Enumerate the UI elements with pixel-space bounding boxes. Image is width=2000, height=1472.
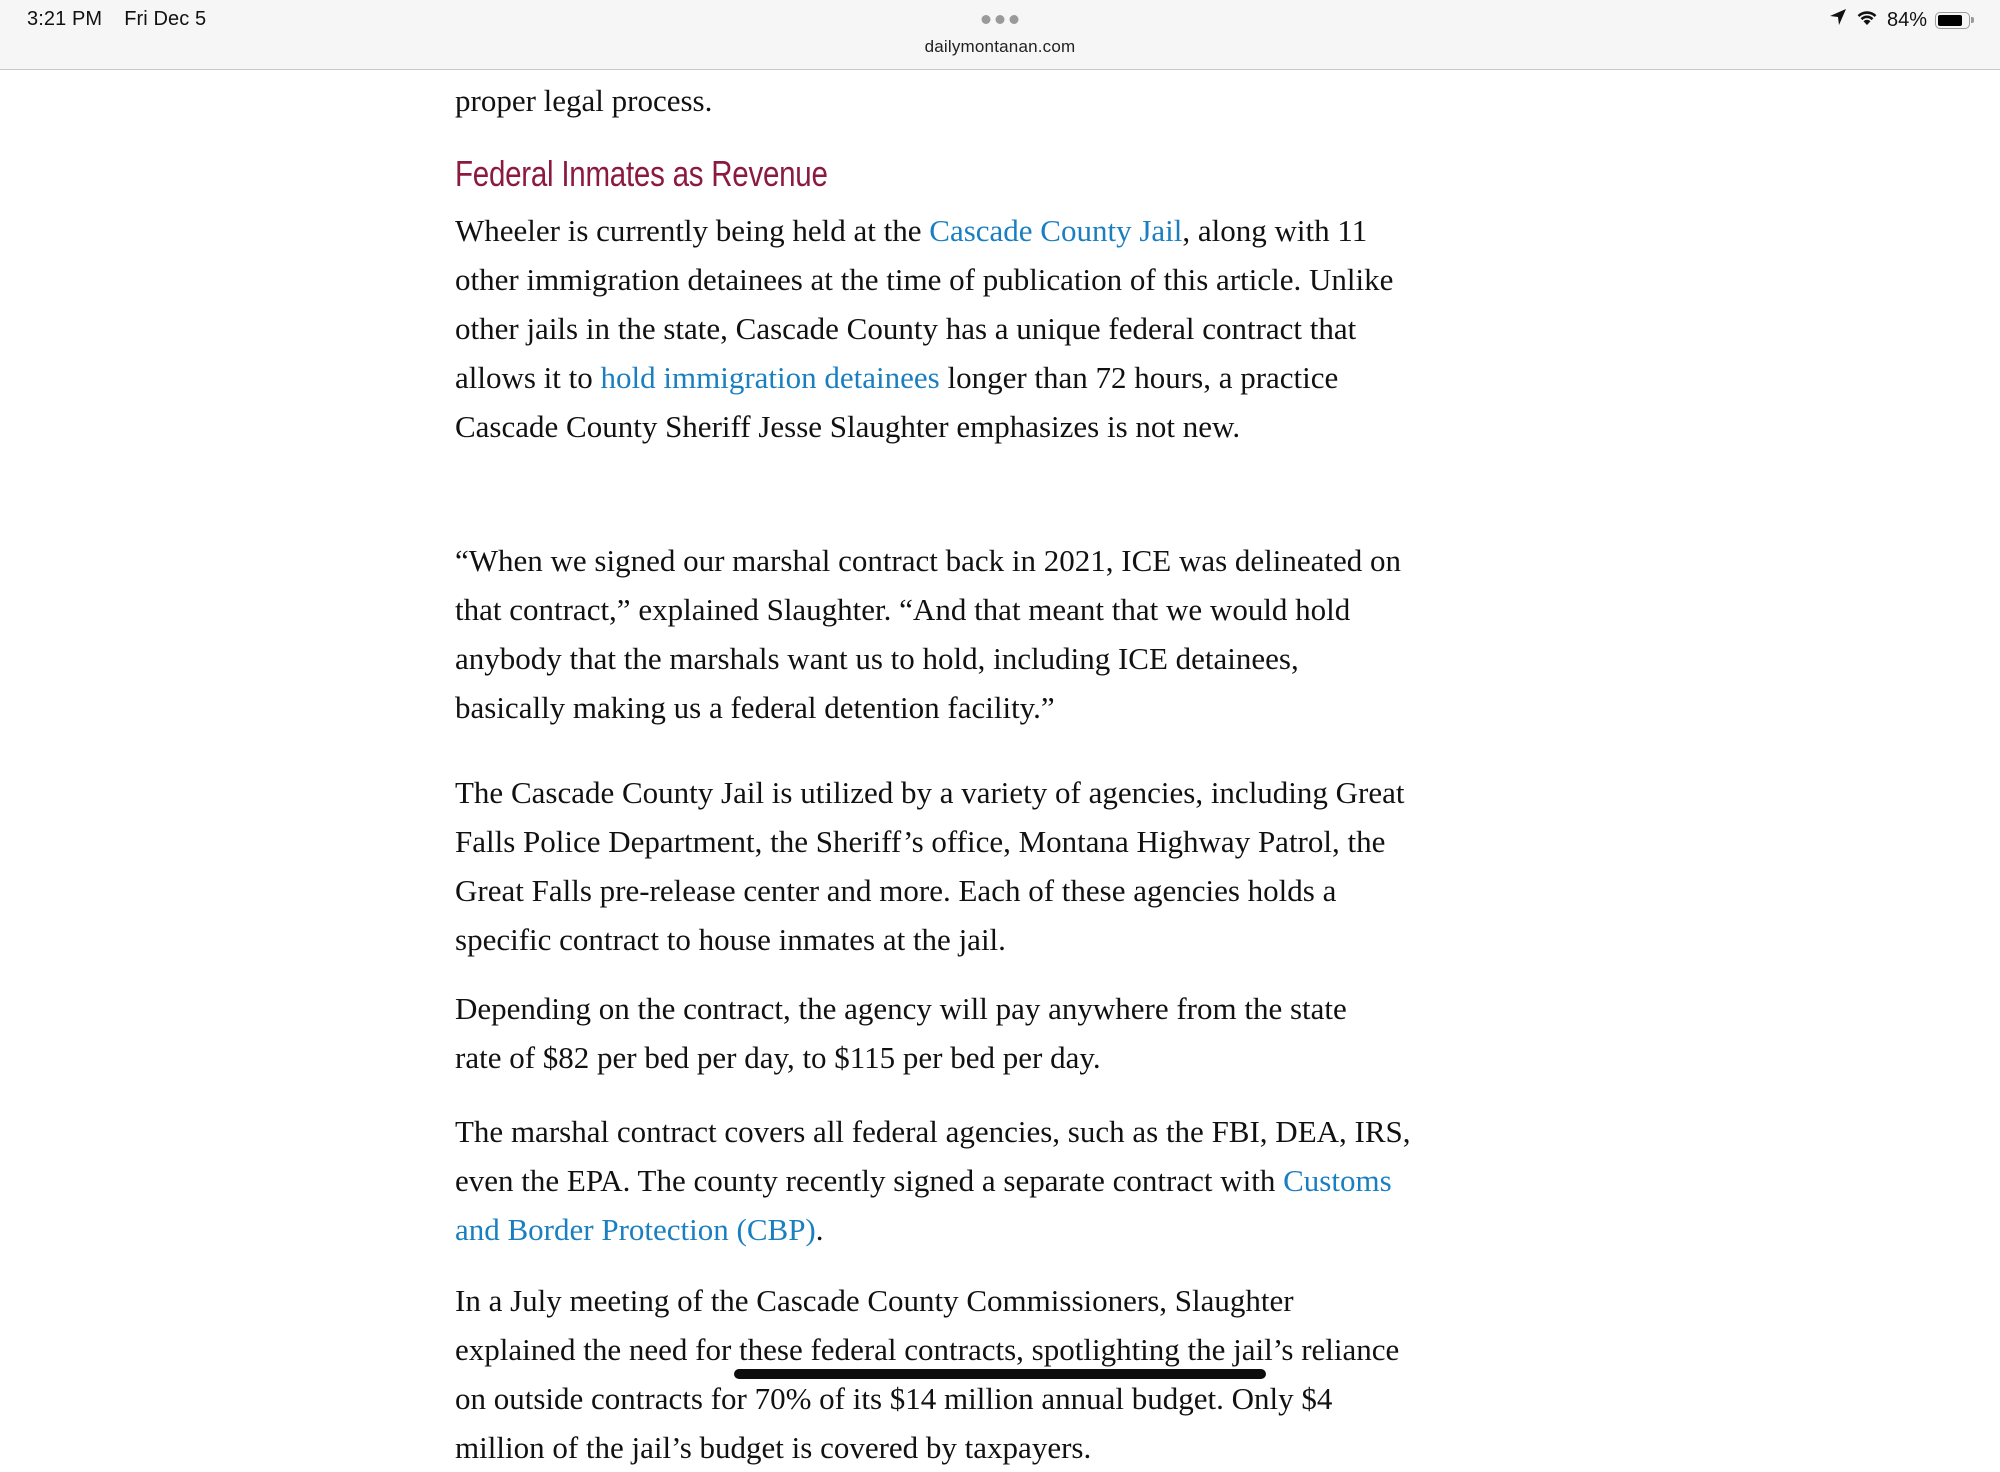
link-customs-border-protection[interactable]: Customs [1283,1163,1392,1198]
address-bar-url[interactable]: dailymontanan.com [924,37,1076,56]
wifi-icon [1855,8,1879,32]
article-paragraph: The marshal contract covers all federal agencies, such as the FBI, DEA, IRS, even the EPA. The county recently signed a separate contract with Customs and Border Protection (CBP). [455,1114,1411,1247]
section-heading: Federal Inmates as Revenue [455,153,828,194]
status-bar-left [27,8,206,31]
status-time: 3:21 PM [27,8,103,30]
battery-percent: 84% [1886,8,1927,31]
article-paragraph: Depending on the contract, the agency will pay anywhere from the state rate of $82 per bed per day, to $115 per bed per day. [455,991,1347,1075]
article-paragraph-tail: proper legal process. [455,83,713,118]
article-paragraph: In a July meeting of the Cascade County Commissioners, Slaughter explained the need for these federal contracts, spotlighting the jail’s reliance on outside contracts for 70% of its $14 million annual budget. Only $4 million of the jail’s budget is covered by taxpayers. [455,1283,1400,1465]
link-customs-border-protection[interactable]: and Border Protection (CBP) [455,1212,816,1247]
tab-menu-button[interactable] [982,15,1019,24]
article-paragraph: Wheeler is currently being held at the Cascade County Jail, along with 11 other immigration detainees at the time of publication of this article. Unlike other jails in the state, Cascade County has a unique federal contract that allows it to hold immigration detainees longer than 72 hours, a practice Cascade County Sheriff Jesse Slaughter emphasizes is not new. [455,213,1394,444]
more-dots-icon [982,15,991,24]
status-date: Fri Dec 5 [124,8,207,30]
link-cascade-county-jail[interactable]: Cascade County Jail [929,213,1183,248]
battery-icon [1935,12,1974,29]
article-paragraph: The Cascade County Jail is utilized by a variety of agencies, including Great Falls Police Department, the Sheriff’s office, Montana Highway Patrol, the Great Falls pre-release center and more. Each of these agencies holds a specific contract to house inmates at the jail. [455,775,1405,957]
more-dots-icon [1010,15,1019,24]
status-bar-right [1829,6,1974,34]
more-dots-icon [996,15,1005,24]
link-hold-immigration-detainees[interactable]: hold immigration detainees [600,360,940,395]
home-indicator-bar[interactable] [734,1369,1266,1379]
article-paragraph-quote: “When we signed our marshal contract back in 2021, ICE was delineated on that contract,” explained Slaughter. “And that meant that we would hold anybody that the marshals want us to hold, including ICE detainees, basically making us a federal detention facility.” [455,543,1402,725]
location-arrow-icon [1829,8,1847,32]
browser-top-bar [0,0,2000,70]
